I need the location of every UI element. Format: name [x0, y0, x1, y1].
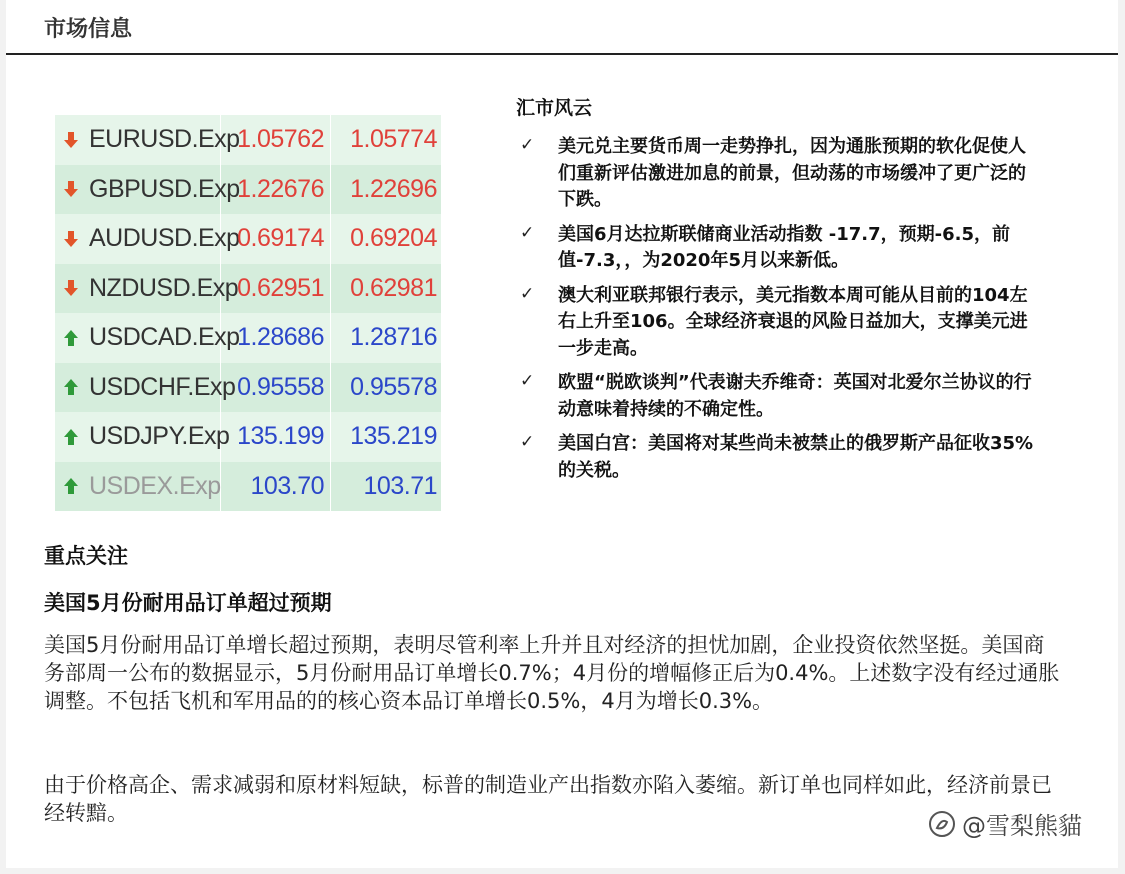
fx-news-title: 汇市风云: [516, 97, 593, 119]
ask-cell: 1.05774: [350, 125, 437, 154]
symbol-cell: [55, 165, 240, 215]
article-paragraph: 美国5月份耐用品订单增长超过预期，表明尽管利率上升并且对经济的担忧加剧，企业投资依然坚挺。美国商务部周一公布的数据显示，5月份耐用品订单增长0.7%；4月份的增幅修正后为0.4%。上述数字没有经过通胀调整。不包括飞机和军用品的的核心资本品订单增长0.5%，4月为增长0.3%。: [44, 633, 1060, 713]
news-text: 美国6月达拉斯联储商业活动指数 -17.7，预期-6.5，前值-7.3，，为2020年5月以来新低。: [558, 223, 1011, 271]
list-item: [514, 283, 1044, 363]
ask-cell: 0.62981: [350, 273, 437, 302]
arrow-down-icon: [63, 180, 79, 198]
ask-cell: 1.22696: [350, 174, 437, 203]
check-icon: ✓: [520, 371, 535, 391]
bid-cell: 0.95558: [221, 363, 331, 413]
watermark: [928, 806, 1082, 841]
arrow-up-icon: [63, 428, 79, 446]
document-page: [6, 0, 1118, 868]
bid-cell: 1.22676: [221, 165, 331, 215]
arrow-up-icon: [63, 477, 79, 495]
symbol-label: USDJPY.Exp: [89, 422, 230, 451]
table-row: [55, 115, 441, 165]
table-row: [55, 264, 441, 314]
ask-cell: 135.219: [350, 422, 437, 451]
ask-cell: 1.28716: [350, 323, 437, 352]
symbol-label: USDEX.Exp: [89, 471, 221, 500]
bid-cell: 1.05762: [221, 115, 331, 165]
header-divider: [6, 53, 1118, 55]
symbol-cell: [55, 214, 240, 264]
check-icon: ✓: [520, 283, 535, 304]
news-text: 美元兑主要货币周一走势挣扎，因为通胀预期的软化促使人们重新评估激进加息的前景，但动荡的市场缓冲了更广泛的下跌。: [558, 136, 1026, 210]
ask-cell: 0.95578: [350, 372, 437, 401]
list-item: [514, 222, 1044, 275]
news-text: 美国白宫：美国将对某些尚未被禁止的俄罗斯产品征收35%的关税。: [558, 433, 1034, 481]
weibo-logo-icon: [928, 810, 956, 838]
arrow-down-icon: [63, 131, 79, 149]
bid-cell: 1.28686: [221, 313, 331, 363]
symbol-label: GBPUSD.Exp: [89, 174, 240, 203]
list-item: [514, 134, 1044, 214]
news-text: 欧盟“脱欧谈判”代表谢夫乔维奇：英国对北爱尔兰协议的行动意味着持续的不确定性。: [558, 372, 1032, 420]
arrow-up-icon: [63, 378, 79, 396]
symbol-label: NZDUSD.Exp: [89, 273, 239, 302]
symbol-label: AUDUSD.Exp: [89, 224, 240, 253]
symbol-label: USDCHF.Exp: [89, 372, 236, 401]
list-item: [514, 370, 1044, 423]
bid-cell: 103.70: [221, 462, 331, 512]
table-row: [55, 462, 441, 512]
watermark-text: @雪梨熊貓: [962, 812, 1082, 840]
symbol-cell: [55, 462, 221, 512]
symbol-cell: [55, 115, 240, 165]
bid-cell: 0.62951: [221, 264, 331, 314]
article-title: 美国5月份耐用品订单超过预期: [44, 591, 332, 615]
table-row: [55, 214, 441, 264]
table-row: [55, 412, 441, 462]
table-row: [55, 313, 441, 363]
ask-cell: 0.69204: [350, 224, 437, 253]
fx-quote-table: [55, 115, 441, 511]
list-item: [514, 431, 1044, 484]
check-icon: ✓: [520, 222, 535, 243]
check-icon: ✓: [520, 432, 535, 452]
check-icon: ✓: [520, 135, 535, 155]
symbol-cell: [55, 412, 230, 462]
symbol-cell: [55, 264, 239, 314]
symbol-label: USDCAD.Exp: [89, 323, 240, 352]
table-row: [55, 363, 441, 413]
page-title: 市场信息: [44, 17, 133, 42]
arrow-up-icon: [63, 329, 79, 347]
arrow-down-icon: [63, 279, 79, 297]
bid-cell: 135.199: [221, 412, 331, 462]
symbol-cell: [55, 363, 236, 413]
ask-cell: 103.71: [363, 471, 437, 500]
focus-section-title: 重点关注: [44, 544, 128, 568]
symbol-label: EURUSD.Exp: [89, 125, 240, 154]
news-text: 澳大利亚联邦银行表示，美元指数本周可能从目前的104左右上升至106。全球经济衰退的风险日益加大，支撑美元进一步走高。: [558, 284, 1028, 359]
table-row: [55, 165, 441, 215]
fx-news-list: [514, 134, 1044, 492]
arrow-down-icon: [63, 230, 79, 248]
symbol-cell: [55, 313, 240, 363]
article-paragraph: 由于价格高企、需求减弱和原材料短缺，标普的制造业产出指数亦陷入萎缩。新订单也同样如此，经济前景已经转黯。: [44, 773, 1052, 825]
bid-cell: 0.69174: [221, 214, 331, 264]
